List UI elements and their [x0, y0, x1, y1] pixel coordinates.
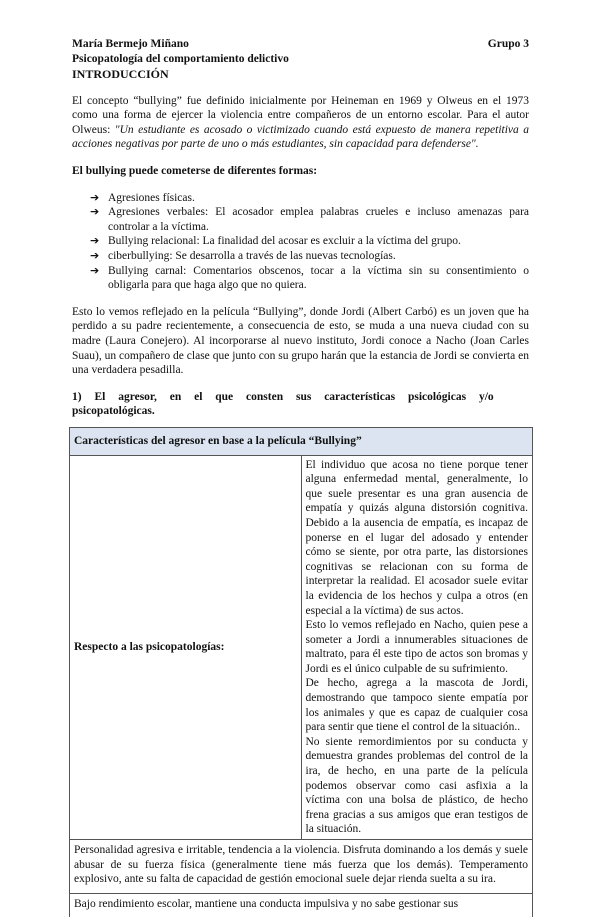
subject-title: Psicopatología del comportamiento delictivo [72, 52, 289, 65]
list-item-text: Bullying carnal: Comentarios obscenos, tocar a la víctima sin su consentimiento o obligarla para que haga algo que no quiera. [108, 264, 529, 292]
document-page [72, 38, 529, 917]
group-label: Grupo 3 [487, 38, 529, 50]
list-item [90, 234, 529, 249]
question-1-line-1: 1) El agresor, en el que consten sus características psicológicas y/o [72, 390, 494, 403]
personality-text: Personalidad agresiva e irritable, tendencia a la violencia. Disfruta dominando a los demás y suele abusar de su fuerza física (generalmente tiene más fuerza que los demás). Temperamento explosivo, ante su falta de capacidad de gestión emocional suele dejar rienda suelta a su ira. [74, 844, 528, 886]
aggressor-table [69, 427, 533, 917]
table-header-row [70, 427, 533, 455]
olweus-quote: "Un estudiante es acosado o victimizado cuando está expuesto de manera repetitiva a acciones negativas por parte de uno o más estudiantes, sin capacidad para defenderse". [72, 123, 529, 151]
list-item-text: Agresiones verbales: El acosador emplea palabras crueles e incluso amenazas para controlar a la víctima. [108, 206, 529, 233]
arrow-right-icon: ➔ [90, 205, 100, 219]
pet-paragraph: De hecho, agrega a la mascota de Jordi, demostrando que tampoco siente empatía por los animales y que es capaz de cualquier cosa para sentir que tiene el control de la situación.. [305, 677, 528, 734]
remorse-paragraph: No siente remordimientos por su conducta y demuestra grandes problemas del control de la ira, de hecho, en una parte de la película podemos observar como casi asfixia a la víctima con una bolsa de plástico, de hecho frena gracias a sus amigos que eran testigos de la situación. [305, 735, 528, 836]
list-item [90, 191, 529, 206]
intro-paragraph [72, 94, 529, 152]
film-paragraph: Esto lo vemos reflejado en la película “Bullying”, donde Jordi (Albert Carbó) es un joven que ha perdido a su padre recientemente, a consecuencia de esto, se muda a una nueva ciudad con su madre (Laura Conejero). Al incorporarse al nuevo instituto, Jordi conoce a Nacho (Joan Carles Suau), un compañero de clase que junto con su grupo harán que la estancia de Jordi se convierta en una verdadera pesadilla. [72, 305, 529, 377]
question-1-heading [72, 390, 529, 419]
row-label-cell [70, 455, 302, 839]
school-cell [70, 893, 533, 917]
list-item-text: Bullying relacional: La finalidad del acosar es excluir a la víctima del grupo. [108, 235, 461, 248]
list-item-text: Agresiones físicas. [108, 191, 195, 204]
table-row [70, 893, 533, 917]
arrow-right-icon: ➔ [90, 190, 100, 204]
table-header-cell: Características del agresor en base a la película “Bullying” [70, 427, 533, 455]
list-item [90, 205, 529, 234]
forms-list [72, 191, 529, 293]
arrow-right-icon: ➔ [90, 234, 100, 248]
question-1-line-2: psicopatológicas. [72, 405, 155, 418]
psychopathology-paragraph: El individuo que acosa no tiene porque tener alguna enfermedad mental, generalmente, lo que suele presentar es una gran ausencia de empatía y quizás alguna distorsión cognitiva. Debido a la ausencia de empatía, es incapaz de ponerse en el lugar del adosado y entender cómo se siente, por otra parte, las distorsiones cognitivas se relacionan con su forma de interpretar la realidad. El acosador suele evitar la evidencia de los hechos y culpa a otros (en especial a la víctima) de sus actos. [305, 458, 528, 617]
author-name: María Bermejo Miñano [72, 38, 189, 50]
forms-heading: El bullying puede cometerse de diferentes formas: [72, 165, 318, 178]
school-text: Bajo rendimiento escolar, mantiene una conducta impulsiva y no sabe gestionar sus [74, 897, 459, 910]
row-content-cell [301, 455, 533, 839]
arrow-right-icon: ➔ [90, 263, 100, 277]
list-item [90, 249, 529, 264]
nacho-paragraph: Esto lo vemos reflejado en Nacho, quien pese a someter a Jordi a innumerables situaciones de maltrato, para él este tipo de actos son bromas y Jordi es el único culpable de su sufrimiento. [305, 619, 528, 675]
table-row [70, 455, 533, 839]
list-item [90, 264, 529, 293]
intro-text: El concepto “bullying” fue definido inicialmente por Heineman en 1969 y Olweus en el 1973 como una forma de ejercer la violencia entre compañeros de un entorno escolar. Para el autor Olweus: [72, 94, 529, 136]
header-row [72, 38, 529, 52]
intro-heading: INTRODUCCIÓN [72, 67, 169, 82]
list-item-text: ciberbullying: Se desarrolla a través de las nuevas tecnologías. [108, 250, 396, 263]
arrow-right-icon: ➔ [90, 249, 100, 263]
row-label: Respecto a las psicopatologías: [74, 640, 225, 653]
